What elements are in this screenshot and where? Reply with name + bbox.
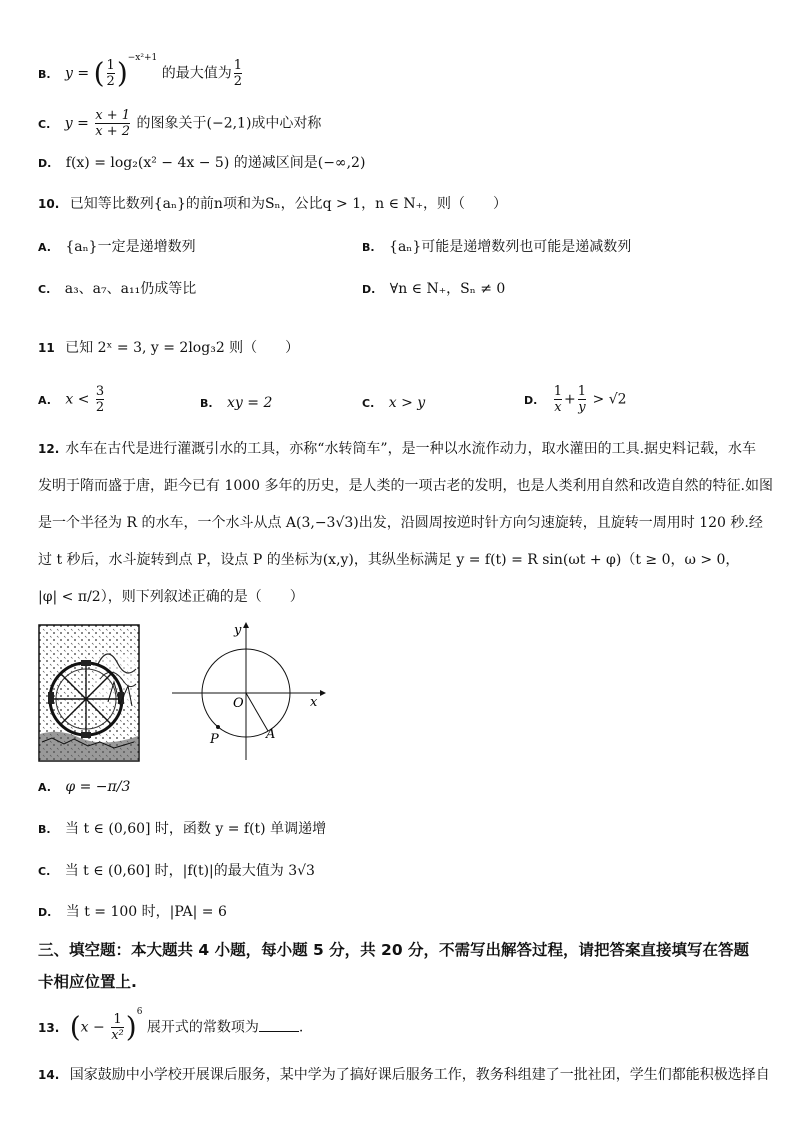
fraction: $\frac{1}{2}$ xyxy=(106,58,115,89)
q10-option-d: D. ∀n ∈ N₊，Sₙ ≠ 0 xyxy=(362,281,506,297)
q9-option-d xyxy=(38,152,365,175)
q10-option-b: B. {aₙ}可能是递增数列也可能是递减数列 xyxy=(362,239,632,255)
option-text: 的最大值为 xyxy=(161,65,232,82)
q12-option-d: D. 当 t = 100 时，|PA| = 6 xyxy=(38,904,227,920)
point-p-label: P xyxy=(210,732,219,747)
option-label: B. xyxy=(38,67,51,81)
x-axis-arrow xyxy=(320,690,326,696)
question-number: 13. xyxy=(38,1020,60,1035)
question-text: 已知等比数列{aₙ}的前n项和为Sₙ，公比q > 1，n ∈ N₊，则（ ） xyxy=(69,196,508,212)
q11-option-b: B. xy = 2 xyxy=(200,395,273,411)
q12-stem: 12. 水车在古代是进行灌溉引水的工具，亦称“水转筒车”，是一种以水流作动力，取水灌田的工具.据史料记载，水车 发明于隋而盛于唐，距今已有 1000 多年的历史，是人类的一项古老的发明，也是人类利用自然和改造自然的特征.如图 是一个半径为 R 的水车，一个水斗从点 A(3,−3√3)出发，沿圆周按逆时针方向匀速旋转，且旋转一周用时 120 秒.经 过 t 秒后，水斗旋转到点 P，设点 P 的坐标为(x,y)，其纵坐标满足 y = f(t) = R sin(ωt + φ)（t ≥ 0，ω > 0， |φ| < π/2），则下列叙述正确的是（ ） xyxy=(38,441,773,605)
question-number: 14. xyxy=(38,1068,60,1082)
radius-oa xyxy=(246,693,268,731)
q11-option-a: A. x < $\frac{3}{2}$ xyxy=(38,384,105,415)
fraction: $\frac{3}{2}$ xyxy=(95,384,105,415)
option-label: C. xyxy=(38,117,51,131)
question-number: 12. xyxy=(38,442,60,456)
point-p xyxy=(216,725,220,729)
math: y xyxy=(65,65,73,82)
fraction: $\frac{1}{2}$ xyxy=(233,58,242,89)
q11-option-c: C. x > y xyxy=(362,395,426,411)
x-axis-label: x xyxy=(310,695,318,710)
question-number: 10. xyxy=(38,197,60,211)
q9-option-c: C. y = $\frac{x + 1}{x + 2}$ 的图象关于(−2,1)成中心对称 xyxy=(38,108,322,139)
option-label: D. xyxy=(38,157,52,170)
fraction: $\frac{x + 1}{x + 2}$ xyxy=(95,108,131,139)
question-text: 已知 2ˣ = 3, y = 2log₃2 则（ ） xyxy=(65,340,300,356)
q10-stem xyxy=(38,193,507,215)
q10-option-c: C. a₃、a₇、a₁₁仍成等比 xyxy=(38,281,197,297)
q12-option-c: C. 当 t ∈ (0,60] 时，|f(t)|的最大值为 3√3 xyxy=(38,863,315,879)
waterwheel-illustration xyxy=(38,624,140,762)
origin-label: O xyxy=(233,696,244,711)
q11-option-d: D. $\frac{1}{x}$ + $\frac{1}{y}$ > √2 xyxy=(524,384,627,415)
q13: 13. (x − $\frac{1}{\text{x²}}$ )$^6$ 展开式的常数项为 . xyxy=(38,1006,304,1044)
q9-option-b: B. y = ( $\frac{1}{2}$ )$^{-x^2+1}$ 的最大值为 $\frac{1}{2}$ xyxy=(38,52,242,90)
y-axis-label: y xyxy=(234,623,242,638)
point-a-label: A xyxy=(266,727,276,742)
q14: 14. 国家鼓励中小学校开展课后服务，某中学为了搞好课后服务工作，教务科组建了一批社团，学生们都能积极选择自 xyxy=(38,1067,770,1083)
q11-stem xyxy=(38,337,299,359)
q12-option-a: A. φ = −π/3 xyxy=(38,779,131,795)
answer-blank xyxy=(259,1017,299,1032)
fraction: $\frac{1}{\text{x²}}$ xyxy=(111,1012,124,1043)
q10-option-a: A. {aₙ}一定是递增数列 xyxy=(38,239,196,255)
question-number: 11 xyxy=(38,341,55,355)
option-text: 的图象关于(−2,1)成中心对称 xyxy=(136,115,322,132)
option-text: f(x) = log₂(x² − 4x − 5) 的递减区间是(−∞,2) xyxy=(65,155,366,171)
y-axis-arrow xyxy=(243,622,249,628)
section-heading: 三、填空题：本大题共 4 小题，每小题 5 分，共 20 分，不需写出解答过程，请把答案直接填写在答题 卡相应位置上. xyxy=(38,941,750,991)
q12-option-b: B. 当 t ∈ (0,60] 时，函数 y = f(t) 单调递增 xyxy=(38,821,327,837)
circle-coordinate-diagram xyxy=(170,620,330,762)
